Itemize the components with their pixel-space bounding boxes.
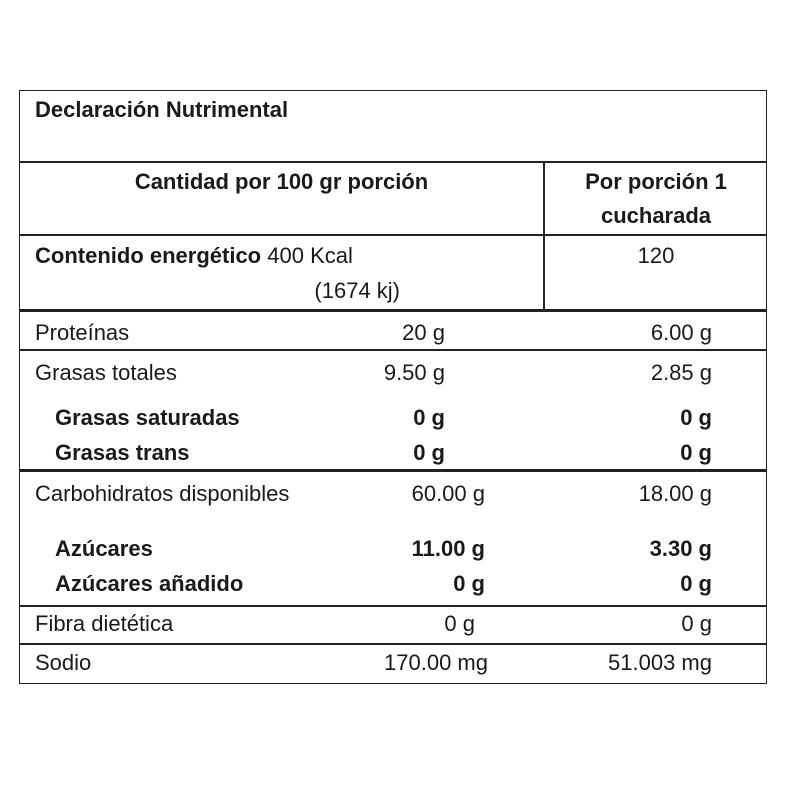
row-per100-grasas-trans: 0 g [413,440,445,465]
divider [20,309,766,312]
row-per100-sodio: 170.00 mg [384,650,488,675]
energy-row [35,243,353,269]
energy-label: Contenido energético [35,243,262,268]
divider [20,234,766,236]
divider [20,349,766,351]
row-label-grasas-saturadas: Grasas saturadas [55,405,240,430]
row-portion-grasas-totales: 2.85 g [650,360,712,385]
row-label-proteinas: Proteínas [35,320,130,345]
table-title: Declaración Nutrimental [35,97,289,122]
header-per100: Cantidad por 100 gr porción [134,169,429,194]
divider [20,161,766,163]
row-per100-carbohidratos: 60.00 g [411,481,485,506]
divider [20,469,766,472]
divider [20,643,766,645]
row-per100-fibra: 0 g [444,611,475,636]
divider [20,605,766,607]
energy-per-portion: 120 [637,243,675,268]
row-per100-proteinas: 20 g [402,320,445,345]
row-portion-carbohidratos: 18.00 g [638,481,712,506]
row-label-carbohidratos: Carbohidratos disponibles [35,481,290,506]
header-per-portion-line2: cucharada [600,203,712,228]
row-portion-grasas-trans: 0 g [680,440,712,465]
energy-kj: (1674 kj) [314,278,400,303]
row-label-sodio: Sodio [35,650,92,675]
row-portion-azucares: 3.30 g [649,536,712,561]
row-label-azucares: Azúcares [55,536,153,561]
row-per100-azucares-anadido: 0 g [453,571,485,596]
row-portion-azucares-anadido: 0 g [680,571,712,596]
row-label-azucares-anadido: Azúcares añadido [55,571,244,596]
nutrition-table [19,90,767,684]
row-label-grasas-trans: Grasas trans [55,440,190,465]
row-per100-grasas-totales: 9.50 g [383,360,445,385]
row-portion-fibra: 0 g [681,611,712,636]
header-per-portion-line1: Por porción 1 [585,169,727,194]
row-per100-azucares: 11.00 g [411,536,485,561]
row-label-fibra: Fibra dietética [35,611,174,636]
row-portion-proteinas: 6.00 g [650,320,712,345]
row-portion-grasas-saturadas: 0 g [680,405,712,430]
row-per100-grasas-saturadas: 0 g [413,405,445,430]
row-portion-sodio: 51.003 mg [608,650,712,675]
row-label-grasas-totales: Grasas totales [35,360,177,385]
energy-kcal: 400 Kcal [267,243,353,268]
